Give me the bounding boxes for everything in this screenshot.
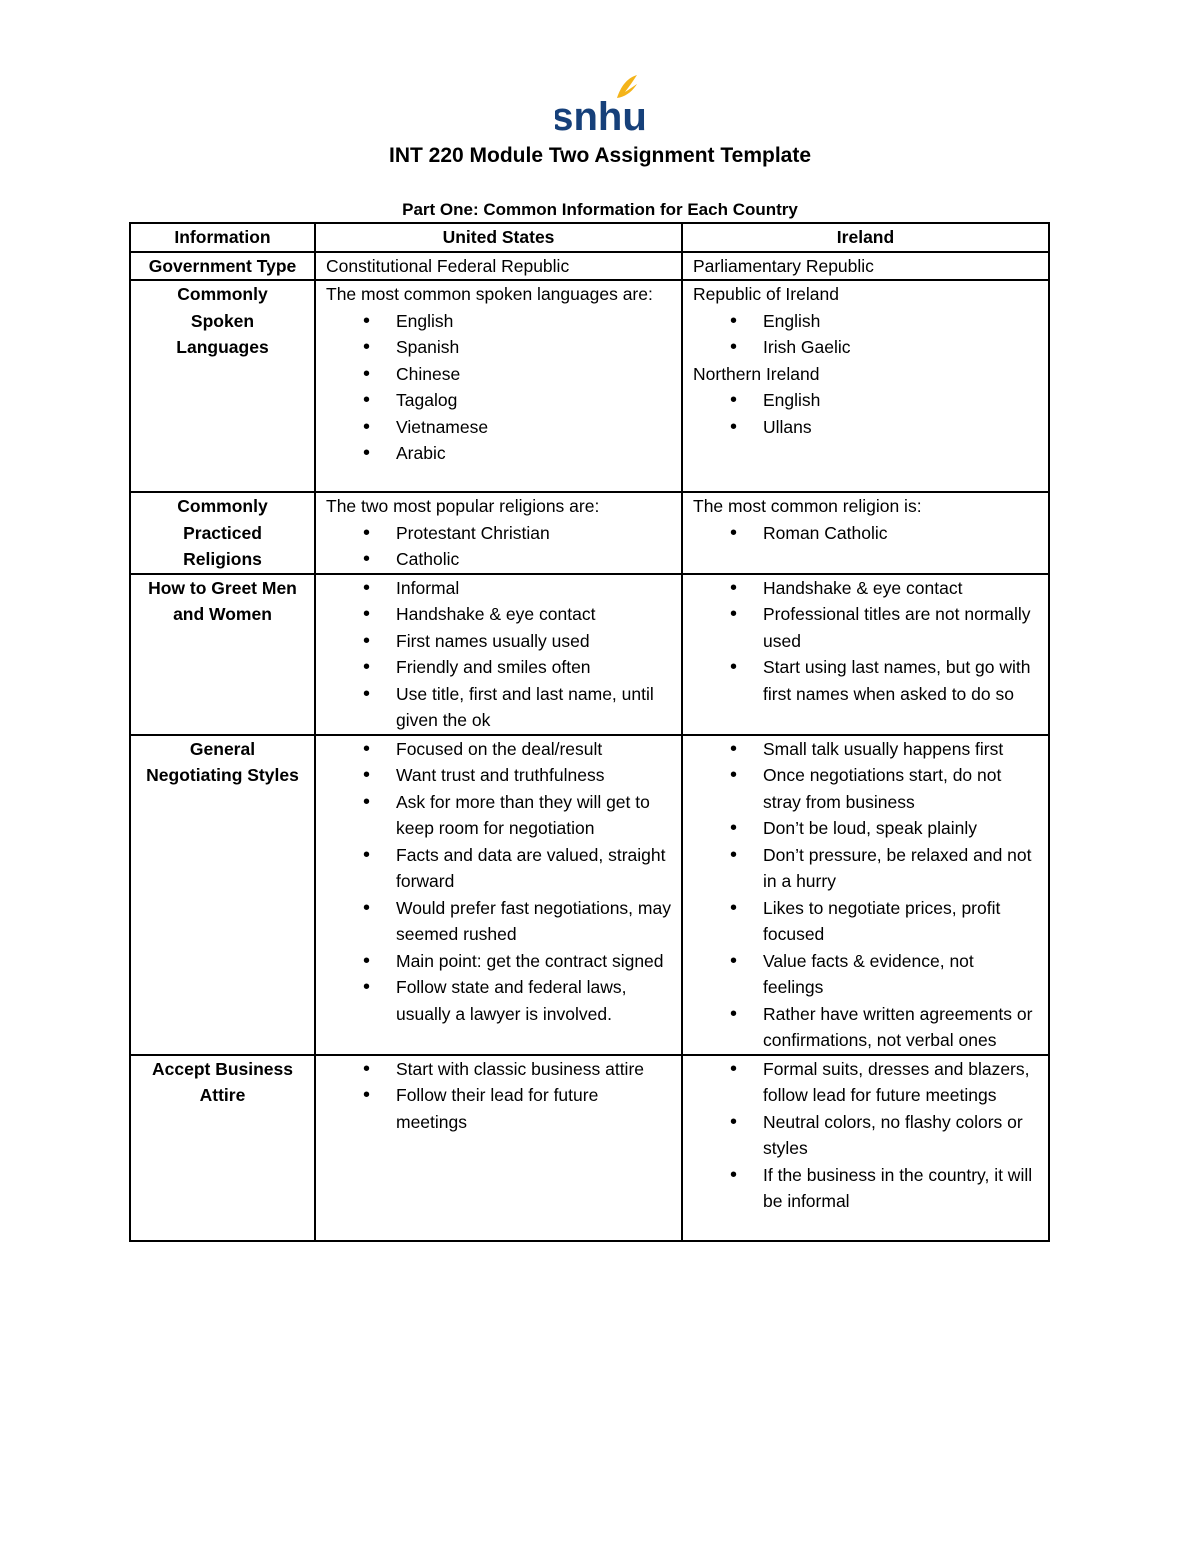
list-item: • Start with classic business attire xyxy=(326,1056,671,1083)
snhu-logo xyxy=(555,72,645,134)
snhu-logo-graphic xyxy=(555,72,645,134)
us-religions-intro: The two most popular religions are: xyxy=(326,496,600,516)
row-greet xyxy=(130,574,1049,735)
list-item: • Ask for more than they will get to keep room for negotiation xyxy=(326,789,671,842)
header-united-states: United States xyxy=(315,223,682,252)
ie-languages-heading-republic: Republic of Ireland xyxy=(693,284,839,304)
list-item: • Small talk usually happens first xyxy=(693,736,1038,763)
country-info-table xyxy=(129,222,1050,1242)
us-negotiating-list xyxy=(326,736,671,1028)
list-item: • Formal suits, dresses and blazers, follow lead for future meetings xyxy=(693,1056,1038,1109)
us-religions-list xyxy=(326,520,671,573)
list-item: • Protestant Christian xyxy=(326,520,671,547)
ie-religions-list xyxy=(693,520,1038,547)
ie-attire-list xyxy=(693,1056,1038,1215)
label-religions xyxy=(130,492,315,574)
list-item: • Spanish xyxy=(326,334,671,361)
us-languages xyxy=(315,280,682,492)
list-item: • Main point: get the contract signed xyxy=(326,948,671,975)
us-religions xyxy=(315,492,682,574)
row-religions xyxy=(130,492,1049,574)
row-attire xyxy=(130,1055,1049,1241)
row-government-type xyxy=(130,252,1049,281)
list-item: • Catholic xyxy=(326,546,671,573)
ie-government-type: Parliamentary Republic xyxy=(682,252,1049,281)
list-item: • English xyxy=(693,387,1038,414)
us-greet-list xyxy=(326,575,671,734)
list-item: • Roman Catholic xyxy=(693,520,1038,547)
label-greet: How to Greet Men and Women xyxy=(130,574,315,735)
label-negotiating: General Negotiating Styles xyxy=(130,735,315,1055)
list-item: • Facts and data are valued, straight forward xyxy=(326,842,671,895)
list-item: • English xyxy=(693,308,1038,335)
list-item: • Tagalog xyxy=(326,387,671,414)
header-information: Information xyxy=(130,223,315,252)
us-attire xyxy=(315,1055,682,1241)
list-item: • Handshake & eye contact xyxy=(693,575,1038,602)
us-languages-intro: The most common spoken languages are: xyxy=(326,284,653,304)
list-item: • Irish Gaelic xyxy=(693,334,1038,361)
list-item: • Want trust and truthfulness xyxy=(326,762,671,789)
list-item: • Vietnamese xyxy=(326,414,671,441)
list-item: • If the business in the country, it will be informal xyxy=(693,1162,1038,1215)
part-one-title: Part One: Common Information for Each Country xyxy=(402,200,798,219)
ie-languages-heading-northern: Northern Ireland xyxy=(693,363,820,384)
ie-languages-list-republic xyxy=(693,308,1038,361)
list-item: • Neutral colors, no flashy colors or styles xyxy=(693,1109,1038,1162)
ie-negotiating-list xyxy=(693,736,1038,1054)
row-languages xyxy=(130,280,1049,492)
ie-greet xyxy=(682,574,1049,735)
document-title: INT 220 Module Two Assignment Template xyxy=(389,144,811,167)
list-item: • Friendly and smiles often xyxy=(326,654,671,681)
list-item: • Follow state and federal laws, usually a lawyer is involved. xyxy=(326,974,671,1027)
header-ireland: Ireland xyxy=(682,223,1049,252)
ie-attire xyxy=(682,1055,1049,1241)
list-item: • Once negotiations start, do not stray from business xyxy=(693,762,1038,815)
list-item: • Ullans xyxy=(693,414,1038,441)
list-item: • Don’t pressure, be relaxed and not in a hurry xyxy=(693,842,1038,895)
list-item: • Value facts & evidence, not feelings xyxy=(693,948,1038,1001)
us-greet xyxy=(315,574,682,735)
us-government-type: Constitutional Federal Republic xyxy=(315,252,682,281)
list-item: • Chinese xyxy=(326,361,671,388)
list-item: • Arabic xyxy=(326,440,671,467)
list-item: • Informal xyxy=(326,575,671,602)
list-item: • First names usually used xyxy=(326,628,671,655)
list-item: • Start using last names, but go with first names when asked to do so xyxy=(693,654,1038,707)
us-languages-list xyxy=(326,308,671,467)
row-negotiating xyxy=(130,735,1049,1055)
label-government-type: Government Type xyxy=(130,252,315,281)
list-item: • Would prefer fast negotiations, may seemed rushed xyxy=(326,895,671,948)
ie-religions-intro: The most common religion is: xyxy=(693,496,922,516)
list-item: • Use title, first and last name, until given the ok xyxy=(326,681,671,734)
list-item: • Focused on the deal/result xyxy=(326,736,671,763)
list-item: • Handshake & eye contact xyxy=(326,601,671,628)
us-attire-list xyxy=(326,1056,671,1136)
list-item: • Likes to negotiate prices, profit focused xyxy=(693,895,1038,948)
ie-greet-list xyxy=(693,575,1038,708)
label-languages-text: Commonly Spoken Languages xyxy=(176,284,269,357)
list-item: • Professional titles are not normally used xyxy=(693,601,1038,654)
logo-text: snhu xyxy=(555,95,645,134)
list-item: • Follow their lead for future meetings xyxy=(326,1082,671,1135)
list-item: • Don’t be loud, speak plainly xyxy=(693,815,1038,842)
label-languages xyxy=(130,280,315,492)
label-attire: Accept Business Attire xyxy=(130,1055,315,1241)
ie-religions xyxy=(682,492,1049,574)
list-item: • English xyxy=(326,308,671,335)
us-negotiating xyxy=(315,735,682,1055)
ie-languages xyxy=(682,280,1049,492)
table-header-row xyxy=(130,223,1049,252)
list-item: • Rather have written agreements or confirmations, not verbal ones xyxy=(693,1001,1038,1054)
label-religions-text: Commonly Practiced Religions xyxy=(177,496,268,569)
ie-languages-list-northern xyxy=(693,387,1038,440)
ie-negotiating xyxy=(682,735,1049,1055)
